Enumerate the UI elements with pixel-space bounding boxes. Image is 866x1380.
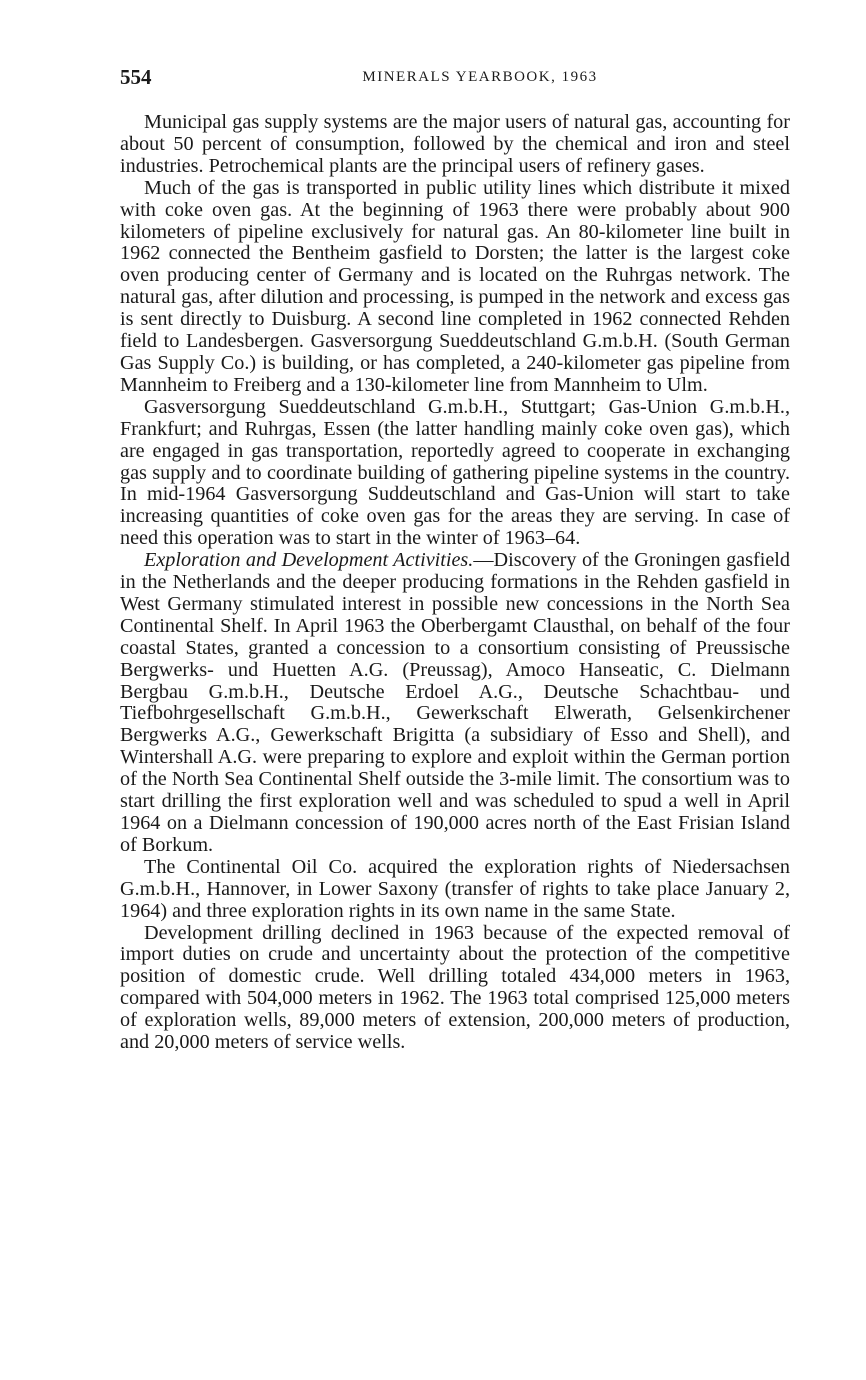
paragraph-gas-cooperation (120, 397, 790, 550)
paragraph-text: —Discovery of the Groningen gasfield in the Netherlands and the deeper producing formations in the Rehden gasfield in West Germany stimulated interest in possible new concessions in the North Sea Continental Shelf. In April 1963 the Oberbergamt Clausthal, on behalf of the four coastal States, granted a concession to a consortium consisting of Preussische Bergwerks- und Huetten A.G. (Preussag), Amoco Hanseatic, C. Dielmann Bergbau G.m.b.H., Deutsche Erdoel A.G., Deutsche Schachtbau- und Tiefbohrgesellschaft G.m.b.H., Gewerkschaft Elwerath, Gelsenkirchener Bergwerks A.G., Gewerkschaft Brigitta (a subsidiary of Esso and Shell), and Wintershall A.G. were preparing to explore and exploit within the German portion of the North Sea Continental Shelf outside the 3-mile limit. The consortium was to start drilling the first exploration well and was scheduled to spud a well in April 1964 on a Dielmann concession of 190,000 acres north of the East Frisian Island of Borkum. (120, 549, 790, 856)
page-number: 554 (120, 65, 152, 89)
paragraph-gas-transport (120, 178, 790, 397)
paragraph-text: The Continental Oil Co. acquired the exploration rights of Niedersachsen G.m.b.H., Hannover, in Lower Saxony (transfer of rights to take place January 2, 1964) and three exploration rights in its own name in the same State. (120, 855, 790, 922)
paragraph-text: Development drilling declined in 1963 because of the expected removal of import duties on crude and uncertainty about the protection of the competitive position of domestic crude. Well drilling totaled 434,000 meters in 1963, compared with 504,000 meters in 1962. The 1963 total comprised 125,000 meters of exploration wells, 89,000 meters of extension, 200,000 meters of production, and 20,000 meters of service wells. (120, 921, 790, 1054)
page-header (120, 62, 790, 92)
paragraph-text: Much of the gas is transported in public utility lines which distribute it mixed with coke oven gas. At the beginning of 1963 there were probably about 900 kilometers of pipeline exclusively for natural gas. An 80-kilometer line built in 1962 connected the Bentheim gasfield to Dorsten; the latter is the largest coke oven producing center of Germany and is located on the Ruhrgas network. The natural gas, after dilution and processing, is pumped in the network and excess gas is sent directly to Duisburg. A second line completed in 1962 connected Rehden field to Landesbergen. Gasversorgung Sueddeutschland G.m.b.H. (South German Gas Supply Co.) is building, or has completed, a 240-kilometer gas pipeline from Mannheim to Freiberg and a 130-kilometer line from Mannheim to Ulm. (120, 176, 790, 396)
paragraph-text: Municipal gas supply systems are the major users of natural gas, accounting for about 50 percent of consumption, followed by the chemical and iron and steel industries. Petrochemical plants are the principal users of refinery gases. (120, 111, 790, 177)
body-text (120, 112, 790, 1054)
paragraph-development-drilling (120, 923, 790, 1054)
paragraph-continental-oil (120, 857, 790, 923)
section-lead-heading: Exploration and Development Activities. (144, 549, 474, 572)
paragraph-exploration (120, 550, 790, 857)
paragraph-gas-consumers (120, 112, 790, 178)
running-head: MINERALS YEARBOOK, 1963 (362, 69, 598, 85)
document-page (120, 62, 790, 1054)
paragraph-text: Gasversorgung Sueddeutschland G.m.b.H., Stuttgart; Gas-Union G.m.b.H., Frankfurt; and Ruhrgas, Essen (the latter handling mainly coke oven gas), which are engaged in gas transportation, reportedly agreed to cooperate in exchanging gas supply and to coordinate building of gathering pipeline systems in the country. In mid-1964 Gasversorgung Suddeutschland and Gas-Union will start to take increasing quantities of coke oven gas for the areas they are serving. In case of need this operation was to start in the winter of 1963–64. (120, 395, 790, 550)
